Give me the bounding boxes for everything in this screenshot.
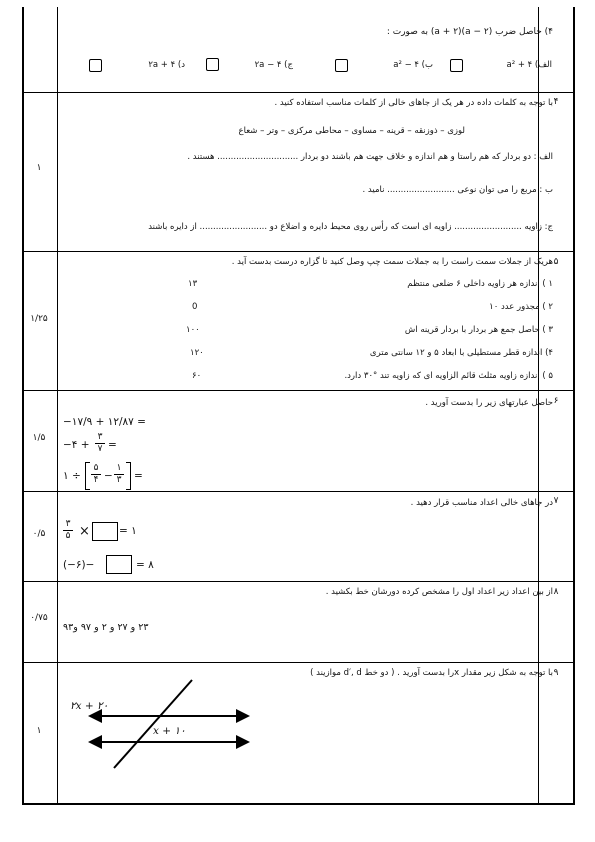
q5-item: ۳ ) حاصل جمع هر بردار با بردار قرینه اش xyxy=(404,325,553,335)
option-d-label: د) ۲a + ۴ xyxy=(148,60,185,70)
row-divider xyxy=(22,251,575,252)
row-divider xyxy=(22,491,575,492)
q6-instruction: حاصل عبارتهای زیر را بدست آورید . xyxy=(425,398,553,408)
question-score: ۱/۵ xyxy=(32,433,46,443)
border-bottom xyxy=(22,803,575,805)
angle-label-1: ۲x + ۲۰ xyxy=(70,700,109,712)
q7-eq2-rhs: = ۸ xyxy=(136,559,154,571)
q7-instruction: در جاهای خالی اعداد مناسب قرار دهید . xyxy=(410,498,553,508)
fraction-denominator: ۳ xyxy=(116,475,122,485)
q7-eq2-lead: (−۶)− xyxy=(63,559,95,571)
q6-expr2-lead: −۴ + xyxy=(63,439,90,451)
option-a-checkbox[interactable] xyxy=(450,59,463,72)
border-score-divider xyxy=(57,7,58,804)
q6-expr2-fraction xyxy=(95,432,105,455)
question-number: ۸ xyxy=(553,587,559,597)
q5-instruction: هریک از جملات سمت راست را به جملات سمت چپ وصل کنید تا گزاره درست بدست آید . xyxy=(231,257,553,267)
question-score: ۰/۷۵ xyxy=(30,613,48,623)
q8-numbers: ۲۳ و ۲۷ و ۲ و ۹۷ و۹۳ xyxy=(63,622,149,633)
q5-item: ۲ ) مجذور عدد ۱۰ xyxy=(489,302,553,312)
q5-answer: 0 xyxy=(192,302,198,312)
option-d-checkbox[interactable] xyxy=(89,59,102,72)
fraction-numerator: ۵ xyxy=(91,463,101,475)
q8-instruction: از بین اعداد زیر اعداد اول را مشخص کرده دورشان خط بکشید . xyxy=(325,587,553,597)
question-score: ۱/۲۵ xyxy=(30,314,48,324)
q6-expr3-minus: − xyxy=(104,470,113,482)
q7-fraction xyxy=(63,519,73,542)
question-number: ۵ xyxy=(553,257,559,267)
q4-word-bank: لوزی – ذوزنقه – قرینه – مساوی – محاطی مرکزی – وتر – شعاع xyxy=(238,126,465,136)
question-score: ۰/۵ xyxy=(32,529,46,539)
answer-box-2[interactable] xyxy=(106,555,132,574)
question-number: ۶ xyxy=(553,396,559,406)
fraction-numerator: ۳ xyxy=(95,432,105,444)
angle-label-2: x + ۱۰ xyxy=(153,725,186,737)
row-divider xyxy=(22,581,575,582)
q5-answer: ۶۰ xyxy=(192,371,202,381)
q5-answer: ۱۳ xyxy=(188,279,198,289)
transversal-line xyxy=(114,680,192,768)
right-bracket xyxy=(126,462,131,490)
border-right xyxy=(573,7,575,804)
row-divider xyxy=(22,92,575,93)
fraction-denominator: ۴ xyxy=(93,475,99,485)
q6-expr3-equals: = xyxy=(134,470,143,482)
left-bracket xyxy=(85,462,90,490)
question-number: ۷ xyxy=(553,496,559,506)
q4-part-b: ب : مربع را می توان نوعی ......................... نامید . xyxy=(362,185,553,195)
times-sign: × xyxy=(79,524,90,539)
question-number: ۹ xyxy=(553,668,559,678)
fraction-numerator: ۱ xyxy=(114,463,124,475)
q6-expression-1: −۱۷/۹ + ۱۲/۸۷ = xyxy=(63,416,146,428)
q6-expr2-equals: = xyxy=(108,439,117,451)
question-score: ۱ xyxy=(36,163,42,173)
q4-instruction: با توجه به کلمات داده در هر یک از جاهای خالی از کلمات مناسب استفاده کنید . xyxy=(274,98,553,108)
q6-expr3-fraction-1 xyxy=(91,463,101,486)
option-b-checkbox[interactable] xyxy=(335,59,348,72)
q6-expr3-fraction-2 xyxy=(114,463,124,486)
fraction-denominator: ۵ xyxy=(65,531,71,541)
question-number: ۴ xyxy=(553,97,559,107)
q5-item: ۴) اندازه قطر مستطیلی با ابعاد ۵ و ۱۲ سانتی متری xyxy=(369,348,553,358)
q5-item: ۵ ) اندازه زاویه مثلث قائم الزاویه ای که زاویه تند °۳۰ دارد. xyxy=(344,371,553,381)
q5-item: ۱ ) اندازه هر زاویه داخلی ۶ ضلعی منتظم xyxy=(407,279,553,289)
row-divider xyxy=(22,390,575,391)
q5-answer: ۱۲۰ xyxy=(190,348,204,358)
row-divider xyxy=(22,662,575,663)
q7-eq1-rhs: = ۱ xyxy=(119,525,137,537)
fraction-denominator: ۷ xyxy=(97,444,103,454)
q6-expr3-lead: ۱ ÷ xyxy=(63,470,81,482)
q-prev-prompt: ۴) حاصل ضرب (a − ۲)(a + ۲) به صورت : xyxy=(386,27,553,37)
option-c-label: ج) ۲a − ۴ xyxy=(254,60,293,70)
option-c-checkbox[interactable] xyxy=(206,58,219,71)
answer-box-1[interactable] xyxy=(92,522,118,541)
q9-instruction: با توجه به شکل زیر مقدار xرا بدست آورید . ( دو خط d′, d موازیند ) xyxy=(310,668,553,678)
option-b-label: ب) a² − ۴ xyxy=(393,60,433,70)
q6-expression-3 xyxy=(63,462,153,490)
border-left xyxy=(22,7,24,804)
fraction-numerator: ۳ xyxy=(63,519,73,531)
q4-part-a: الف : دو بردار که هم راستا و هم اندازه و خلاف جهت هم باشند دو بردار .............................. هستند . xyxy=(187,152,553,162)
q4-part-c: ج: زاویه ......................... زاویه ای است که رأس روی محیط دایره و اضلاع دو ......................... از دایره باشند xyxy=(148,222,553,232)
question-score: ۱ xyxy=(36,726,42,736)
q5-answer: ۱۰۰ xyxy=(186,325,200,335)
option-a-label: الف) a² + ۴ xyxy=(506,60,552,70)
